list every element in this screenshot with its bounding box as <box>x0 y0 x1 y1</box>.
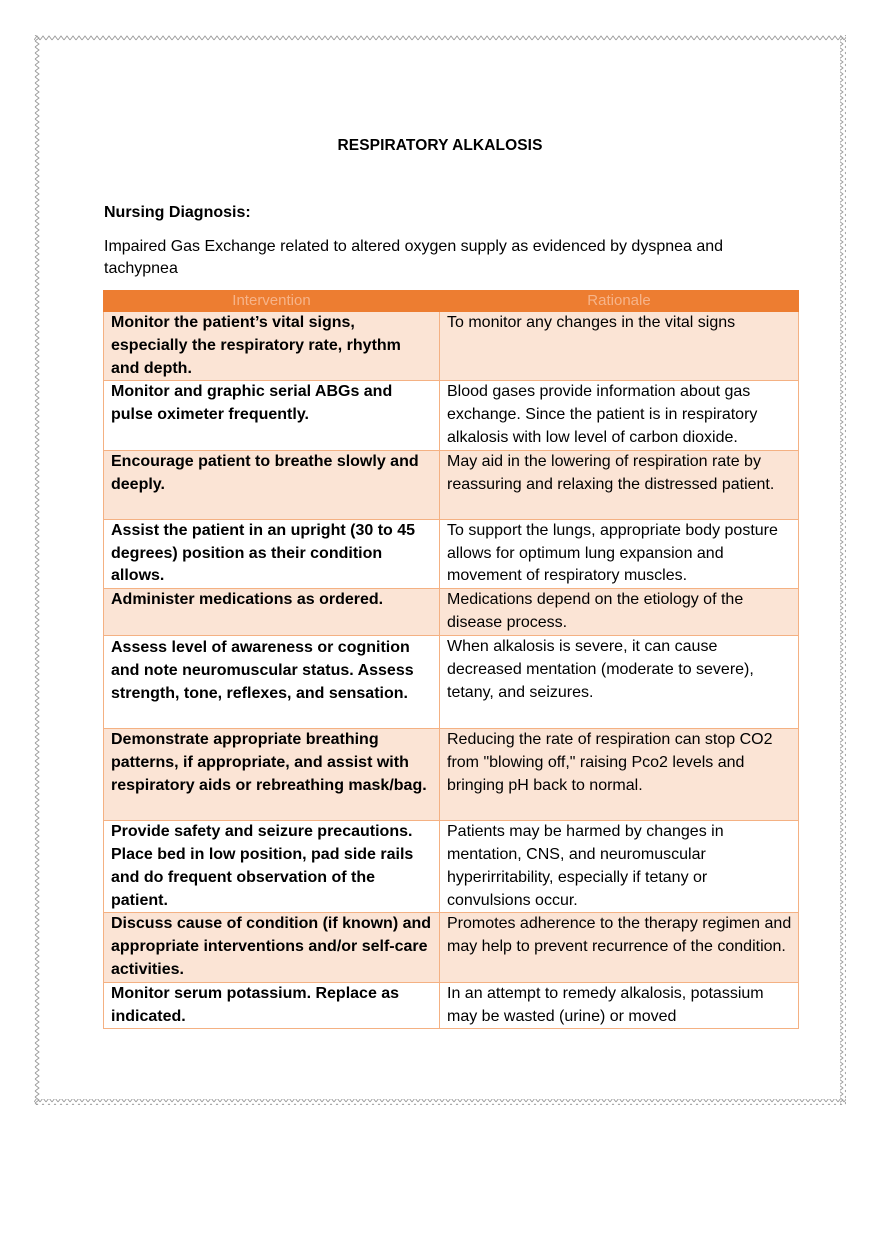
intervention-cell: Demonstrate appropriate breathing patterns, if appropriate, and assist with respiratory aids or rebreathing mask/bag. <box>104 729 440 821</box>
table-row <box>104 450 799 519</box>
care-plan-table <box>103 290 799 1029</box>
rationale-cell: In an attempt to remedy alkalosis, potassium may be wasted (urine) or moved <box>440 982 799 1029</box>
intervention-cell: Monitor the patient’s vital signs, especially the respiratory rate, rhythm and depth. <box>104 312 440 381</box>
table-row <box>104 589 799 636</box>
intervention-cell: Monitor serum potassium. Replace as indicated. <box>104 982 440 1029</box>
rationale-cell: To support the lungs, appropriate body posture allows for optimum lung expansion and movement of respiratory muscles. <box>440 519 799 588</box>
table-row <box>104 519 799 588</box>
rationale-cell: Promotes adherence to the therapy regimen and may help to prevent recurrence of the condition. <box>440 913 799 982</box>
table-row <box>104 821 799 913</box>
intervention-cell: Assist the patient in an upright (30 to 45 degrees) position as their condition allows. <box>104 519 440 588</box>
diagnosis-text: Impaired Gas Exchange related to altered oxygen supply as evidenced by dyspnea and tachypnea <box>104 238 724 277</box>
rationale-cell: Medications depend on the etiology of the disease process. <box>440 589 799 636</box>
diagnosis-heading: Nursing Diagnosis: <box>104 204 251 221</box>
rationale-cell: Reducing the rate of respiration can stop CO2 from "blowing off," raising Pco2 levels and bringing pH back to normal. <box>440 729 799 821</box>
intervention-cell: Administer medications as ordered. <box>104 589 440 636</box>
table-header-row <box>104 291 799 312</box>
table-row <box>104 636 799 729</box>
table-row <box>104 913 799 982</box>
intervention-cell: Monitor and graphic serial ABGs and pulse oximeter frequently. <box>104 381 440 450</box>
rationale-column-header: Rationale <box>440 291 799 312</box>
table-row <box>104 381 799 450</box>
intervention-cell: Discuss cause of condition (if known) and appropriate interventions and/or self-care activities. <box>104 913 440 982</box>
table-row <box>104 312 799 381</box>
table-row <box>104 982 799 1029</box>
page-title: RESPIRATORY ALKALOSIS <box>337 137 543 154</box>
rationale-cell: Patients may be harmed by changes in mentation, CNS, and neuromuscular hyperirritability, especially if tetany or convulsions occur. <box>440 821 799 913</box>
intervention-column-header: Intervention <box>104 291 440 312</box>
intervention-cell: Assess level of awareness or cognition and note neuromuscular status. Assess strength, tone, reflexes, and sensation. <box>104 636 440 729</box>
rationale-cell: To monitor any changes in the vital signs <box>440 312 799 381</box>
intervention-cell: Encourage patient to breathe slowly and deeply. <box>104 450 440 519</box>
rationale-cell: Blood gases provide information about gas exchange. Since the patient is in respiratory alkalosis with low level of carbon dioxide. <box>440 381 799 450</box>
rationale-cell: May aid in the lowering of respiration rate by reassuring and relaxing the distressed patient. <box>440 450 799 519</box>
intervention-cell: Provide safety and seizure precautions. Place bed in low position, pad side rails and do frequent observation of the patient. <box>104 821 440 913</box>
table-row <box>104 729 799 821</box>
rationale-cell: When alkalosis is severe, it can cause decreased mentation (moderate to severe), tetany, and seizures. <box>440 636 799 729</box>
